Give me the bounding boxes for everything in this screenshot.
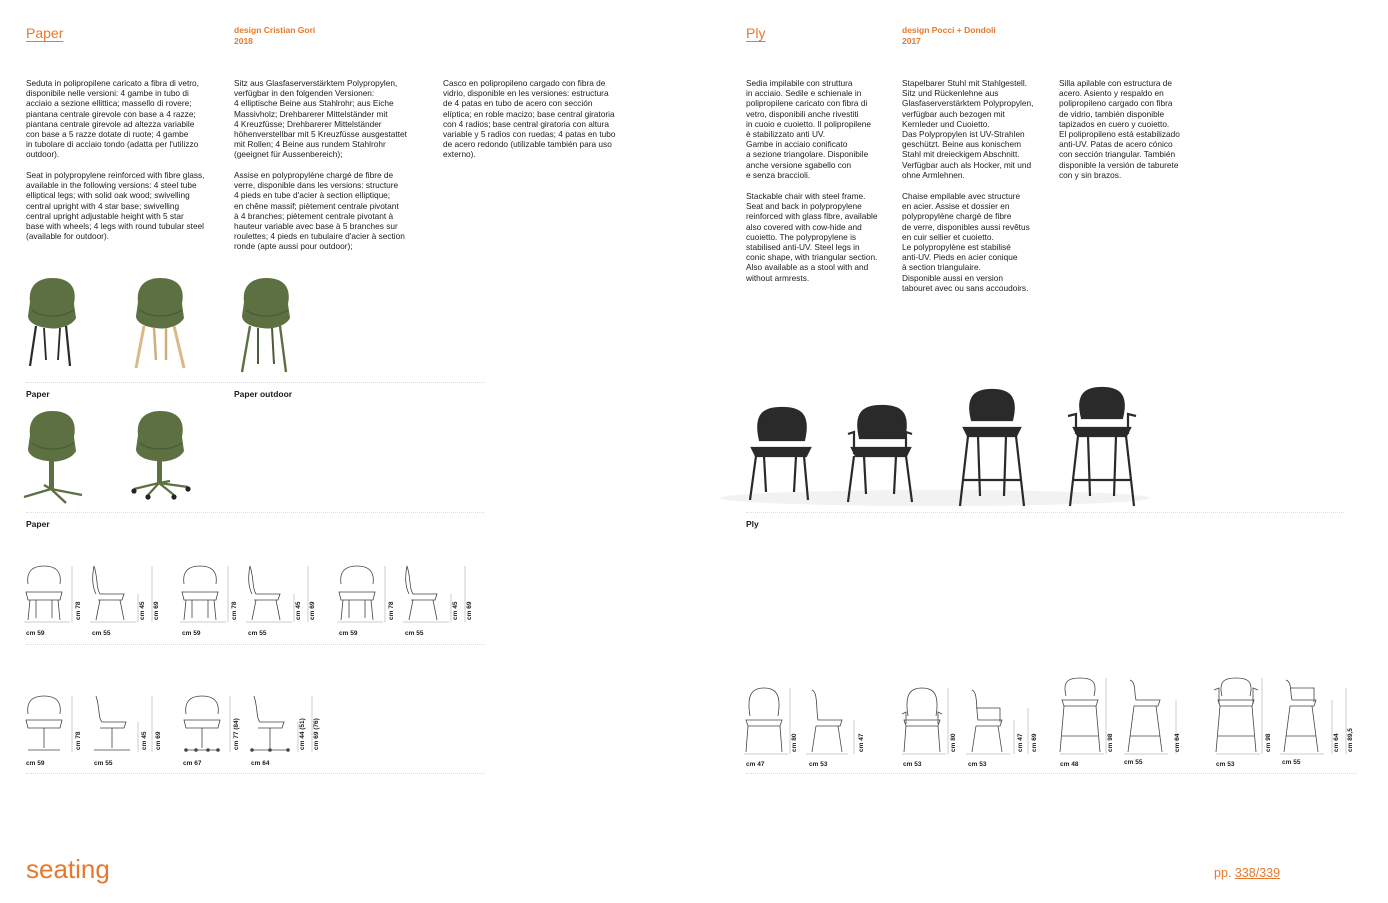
dim-height: cm 78 [231,601,238,620]
dim-height: cm 80 [950,733,957,752]
description-spanish: Silla apilable con estructura de acero. Asiento y respaldo en polipropileno cargado con fibra de vidrio, también disponible tapizados en cuero y cuoietto. El polipropileno está estabilizado anti-UV. Patas de acero cónico con sección triangular. También disponible la versión de taburete con y sin brazos. [1059,78,1180,180]
dim-width: cm 59 [26,630,45,637]
description-spanish: Casco en polipropileno cargado con fibra de vidrio, disponible en les versiones: estructura de 4 patas en tubo de acero con sección elíptica; en roble macizo; base central giratoria con 4 radios; base central giratoria con altura variable y 5 radios con ruedas; 4 patas en tubo de acero redondo (utilizable también para uso externo). [443,78,616,160]
caption-paper-swivel: Paper [26,519,50,529]
caption-paper: Paper [26,389,50,399]
dim-height: cm 45 [139,601,146,620]
description-french: Chaise empilable avec structure en acier. Assise et dossier en polypropylène chargé de fibre de verre, disponibles aussi revêtus en cuir sellier et cuoietto. Le polypropylène est stabilisé anti-UV. Pieds en acier conique à section triangulaire. Disponible aussi en version tabouret avec ou sans accoudoirs. [902,191,1030,293]
dim-width: cm 55 [92,630,111,637]
paper-chair-oak-legs [136,278,184,368]
dim-height: cm 78 [75,601,82,620]
design-year: 2017 [902,36,921,46]
paper-technical-drawings-row2 [24,694,324,764]
dim-width: cm 55 [1124,759,1143,766]
ply-chairs-photo [720,370,1160,510]
dim-width: cm 55 [1282,759,1301,766]
dim-height: cm 44 (51) [299,718,306,750]
divider [26,512,484,513]
paper-chairs-row1 [22,272,312,382]
design-year: 2018 [234,36,253,46]
description-english: Stackable chair with steel frame. Seat and back in polypropylene reinforced with glass fibre, available also covered with cow-hide and cuoietto. The polypropylene is stabilised anti-UV. Steel legs in conic shape, with triangular section. Also available as a stool with and without armrests. [746,191,878,283]
dim-height: cm 45 [452,601,459,620]
ply-stool [960,390,1024,506]
dim-height: cm 80 [791,733,798,752]
dim-height: cm 89,5 [1347,728,1354,752]
drawing-set-2 [180,566,308,622]
dim-width: cm 59 [26,760,45,767]
dim-width: cm 55 [405,630,424,637]
paper-outdoor-chair [242,278,290,372]
divider [26,644,484,645]
description-german: Stapelbarer Stuhl mit Stahlgestell. Sitz und Rückenlehne aus Glasfaserverstärktem Polypropylen, verfügbar auch bezogen mit Kernleder und Cuoietto. Das Polypropylen ist UV-Strahlen geschützt. Beine aus konischem Stahl mit dreieckigem Abschnitt. Verfügbar auch als Hocker, mit und ohne Armlehnen. [902,78,1034,180]
dim-height: cm 69 [309,601,316,620]
dim-height: cm 45 [141,731,148,750]
dim-width: cm 59 [182,630,201,637]
dim-height: cm 69 [466,601,473,620]
dim-width: cm 53 [1216,761,1235,768]
dim-height: cm 98 [1107,733,1114,752]
paper-chair-5-star-wheels [131,411,190,500]
dim-height: cm 78 [75,731,82,750]
description-italian: Sedia impilabile con struttura in acciaio. Sedile e schienale in polipropilene caricato con fibra di vetro, disponibili anche rivestiti in cuoio e cuoietto. Il polipropilene è stabilizzato anti UV. Gambe in acciaio conificato a sezione triangolare. Disponibile anche versione sgabello con e senza braccioli. [746,78,871,180]
ply-chair-armrests [848,406,912,502]
caption-ply: Ply [746,519,759,529]
dim-height: cm 69 (76) [313,718,320,750]
ply-chair [750,408,810,500]
description-english: Seat in polypropylene reinforced with fibre glass, available in the following versions: 4 steel tube elliptical legs; with solid oak wood; swivelling central upright with 4 star base; swivelling central upright adjustable height with 5 star base with wheels; 4 legs with round tubular steel (available for outdoor). [26,170,205,242]
description-german: Sitz aus Glasfaserverstärktem Polypropylen, verfügbar in den folgenden Versionen: 4 elliptische Beine aus Stahlrohr; aus Eiche Massivholz; Drehbarerer Mittelständer mit 4 Kreuzfüsse; Drehbarerer Mittelständer höhenverstellbar mit 5 Kreuzfüsse ausgestattet mit Rollen; 4 Beine aus rundem Stahlrohr (geeignet für Aussenbereich); [234,78,407,160]
dim-width: cm 48 [1060,761,1079,768]
paper-technical-drawings-row1 [24,564,484,634]
ply-technical-drawings [744,676,1364,766]
dim-width: cm 64 [251,760,270,767]
dim-width: cm 53 [968,761,987,768]
dim-width: cm 55 [94,760,113,767]
paper-chair-steel-legs [28,278,76,366]
dim-height: cm 45 [295,601,302,620]
description-french: Assise en polypropylène chargé de fibre de verre, disponible dans les versions: structure 4 pieds en tube d'acier à section elliptique; en chêne massif; piètement centrale pivotant à 4 branches; piètement centrale pivotant à hauteur variable avec base à 5 branches sur roulettes; 4 pieds en tubulaire d'acier à section ronde (apte aussi pour outdoor); [234,170,405,252]
dim-height: cm 78 [388,601,395,620]
product-title-ply: Ply [746,25,766,41]
divider [746,773,1356,774]
designer-name: design Cristian Gori [234,25,316,35]
dim-height: cm 47 [1017,733,1024,752]
dim-width: cm 67 [183,760,202,767]
caption-paper-outdoor: Paper outdoor [234,389,293,399]
pages-prefix: pp. [1214,866,1235,880]
dim-height: cm 64 [1333,733,1340,752]
dim-height: cm 98 [1265,733,1272,752]
description-italian: Seduta in polipropilene caricato a fibra di vetro, disponibile nelle versioni: 4 gambe in tubo di acciaio a sezione ellittica; massello di rovere; piantana centrale girevole con base a 4 razze; piantana centrale girevole ad altezza variabile con base a 5 razze dotate di ruote; 4 gambe in tubolare di acciaio tondo (adatta per l'utilizzo outdoor). [26,78,199,160]
divider [26,382,484,383]
dim-width: cm 59 [339,630,358,637]
designer-credit [902,25,996,47]
divider [746,512,1344,513]
section-label: seating [26,854,110,884]
dim-width: cm 53 [903,761,922,768]
product-title-paper: Paper [26,25,64,41]
page-numbers [1214,866,1280,880]
divider [26,773,484,774]
dim-height: cm 77 (84) [233,718,240,750]
pages-link[interactable]: 338/339 [1234,866,1281,880]
drawing-set-1 [24,566,152,622]
dim-height: cm 69 [1031,733,1038,752]
paper-chairs-row2 [22,405,212,510]
drawing-set-3 [337,566,465,622]
dim-height: cm 69 [155,731,162,750]
designer-name: design Pocci + Dondoli [902,25,996,35]
paper-chair-4-star-base [24,411,82,503]
dim-width: cm 55 [248,630,267,637]
dim-height: cm 47 [858,733,865,752]
dim-width: cm 47 [746,761,765,768]
dim-height: cm 69 [153,601,160,620]
dim-height: cm 64 [1174,733,1181,752]
designer-credit [234,25,315,47]
dim-width: cm 53 [809,761,828,768]
ply-stool-armrests [1068,388,1136,506]
